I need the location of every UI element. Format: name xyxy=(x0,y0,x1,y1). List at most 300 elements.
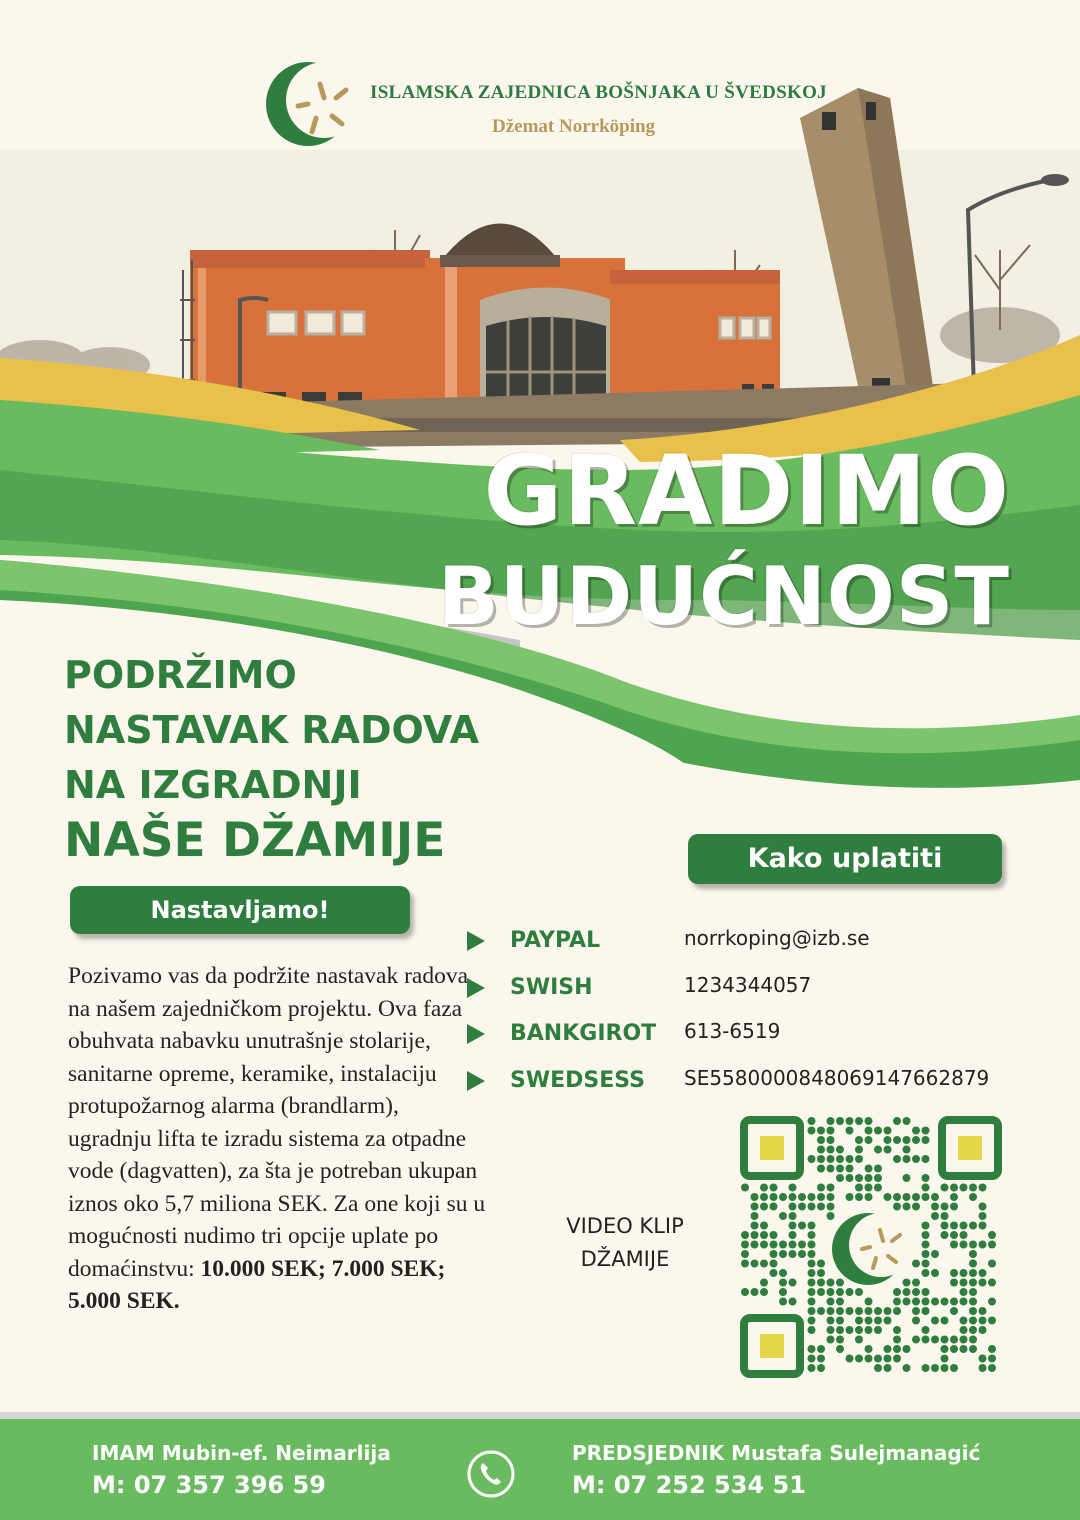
qr-dot xyxy=(836,1317,844,1325)
qr-dot xyxy=(760,1279,768,1287)
payment-label: SWISH xyxy=(510,974,593,1000)
qr-dot xyxy=(808,1260,816,1268)
qr-dot xyxy=(874,1127,882,1135)
qr-dot xyxy=(922,1136,930,1144)
qr-dot xyxy=(865,1165,873,1173)
qr-dot xyxy=(798,1250,806,1258)
qr-dot xyxy=(808,1155,816,1163)
qr-dot xyxy=(817,1345,825,1353)
qr-dot xyxy=(941,1212,949,1220)
qr-dot xyxy=(884,1364,892,1372)
qr-dot xyxy=(922,1127,930,1135)
qr-dot xyxy=(808,1241,816,1249)
qr-dot xyxy=(827,1184,835,1192)
qr-dot xyxy=(846,1288,854,1296)
qr-dot xyxy=(808,1127,816,1135)
qr-dot xyxy=(912,1203,920,1211)
qr-dot xyxy=(969,1317,977,1325)
qr-dot xyxy=(979,1222,987,1230)
qr-dot xyxy=(808,1269,816,1277)
qr-dot xyxy=(874,1165,882,1173)
qr-dot xyxy=(950,1364,958,1372)
qr-dot xyxy=(922,1364,930,1372)
qr-dot xyxy=(865,1345,873,1353)
qr-dot xyxy=(770,1250,778,1258)
qr-dot xyxy=(969,1269,977,1277)
qr-dot xyxy=(969,1288,977,1296)
qr-dot xyxy=(751,1222,759,1230)
qr-dot xyxy=(789,1298,797,1306)
qr-dot xyxy=(808,1222,816,1230)
qr-dot xyxy=(865,1317,873,1325)
qr-dot xyxy=(817,1260,825,1268)
organization-name: ISLAMSKA ZAJEDNICA BOŠNJAKA U ŠVEDSKOJ xyxy=(370,82,827,103)
qr-dot xyxy=(912,1317,920,1325)
qr-finder-top-right xyxy=(942,1120,998,1176)
qr-dot xyxy=(846,1117,854,1125)
qr-dot xyxy=(912,1155,920,1163)
qr-dot xyxy=(779,1279,787,1287)
qr-dot xyxy=(760,1288,768,1296)
qr-dot xyxy=(770,1193,778,1201)
payment-list xyxy=(462,920,1062,1106)
qr-dot xyxy=(960,1317,968,1325)
qr-dot xyxy=(941,1364,949,1372)
qr-dot xyxy=(884,1355,892,1363)
qr-dot xyxy=(941,1222,949,1230)
qr-dot xyxy=(912,1307,920,1315)
qr-dot xyxy=(874,1307,882,1315)
qr-dot xyxy=(922,1307,930,1315)
qr-dot xyxy=(836,1146,844,1154)
qr-dot xyxy=(884,1136,892,1144)
qr-dot xyxy=(988,1345,996,1353)
payment-value: 613-6519 xyxy=(684,1019,781,1043)
qr-dot xyxy=(846,1155,854,1163)
qr-dot xyxy=(770,1260,778,1268)
qr-finder-bottom-left xyxy=(744,1318,800,1374)
qr-dot xyxy=(903,1364,911,1372)
qr-dot xyxy=(741,1231,749,1239)
qr-dot xyxy=(779,1241,787,1249)
qr-dot xyxy=(770,1184,778,1192)
qr-dot xyxy=(893,1326,901,1334)
qr-dot xyxy=(922,1269,930,1277)
qr-dot xyxy=(893,1355,901,1363)
qr-dot xyxy=(893,1155,901,1163)
qr-dot xyxy=(741,1184,749,1192)
qr-dot xyxy=(969,1260,977,1268)
qr-dot xyxy=(808,1345,816,1353)
qr-dot xyxy=(969,1345,977,1353)
qr-dot xyxy=(893,1288,901,1296)
qr-dot xyxy=(884,1146,892,1154)
qr-dot xyxy=(779,1288,787,1296)
qr-dot xyxy=(836,1155,844,1163)
payment-label: SWEDSESS xyxy=(510,1067,645,1093)
qr-dot xyxy=(751,1288,759,1296)
qr-dot xyxy=(779,1298,787,1306)
qr-dot xyxy=(950,1203,958,1211)
qr-dot xyxy=(836,1288,844,1296)
imam-name: IMAM Mubin-ef. Neimarlija xyxy=(92,1441,391,1465)
qr-dot xyxy=(789,1222,797,1230)
qr-dot xyxy=(770,1241,778,1249)
qr-dot xyxy=(950,1336,958,1344)
qr-dot xyxy=(960,1326,968,1334)
qr-dot xyxy=(827,1203,835,1211)
qr-dot xyxy=(808,1117,816,1125)
qr-dot xyxy=(950,1222,958,1230)
qr-dot xyxy=(912,1279,920,1287)
qr-dot xyxy=(969,1193,977,1201)
qr-dot xyxy=(960,1336,968,1344)
qr-dot xyxy=(950,1345,958,1353)
qr-dot xyxy=(874,1355,882,1363)
qr-dot xyxy=(931,1336,939,1344)
qr-dot xyxy=(760,1260,768,1268)
qr-dot xyxy=(960,1184,968,1192)
qr-finder-top-left xyxy=(744,1120,800,1176)
payment-row-swedsess xyxy=(462,1060,1062,1107)
qr-dot xyxy=(988,1279,996,1287)
qr-dot xyxy=(941,1203,949,1211)
qr-dot xyxy=(827,1279,835,1287)
qr-dot xyxy=(931,1364,939,1372)
qr-dot xyxy=(865,1355,873,1363)
qr-dot xyxy=(912,1260,920,1268)
qr-dot xyxy=(817,1184,825,1192)
qr-dot xyxy=(817,1288,825,1296)
qr-dot xyxy=(874,1364,882,1372)
qr-dot xyxy=(846,1193,854,1201)
qr-dot xyxy=(969,1241,977,1249)
crescent-logo-icon xyxy=(262,58,354,150)
qr-dot xyxy=(979,1241,987,1249)
qr-dot xyxy=(950,1269,958,1277)
qr-dot xyxy=(846,1165,854,1173)
qr-dot xyxy=(941,1355,949,1363)
qr-dot xyxy=(827,1155,835,1163)
qr-dot xyxy=(960,1288,968,1296)
qr-dot xyxy=(855,1146,863,1154)
qr-dot xyxy=(789,1193,797,1201)
qr-dot xyxy=(893,1336,901,1344)
qr-dot xyxy=(988,1355,996,1363)
qr-dot xyxy=(950,1279,958,1287)
qr-dot xyxy=(836,1345,844,1353)
subheadline xyxy=(64,648,479,868)
qr-dot xyxy=(865,1193,873,1201)
qr-dot xyxy=(751,1260,759,1268)
qr-dot xyxy=(941,1231,949,1239)
qr-dot xyxy=(817,1165,825,1173)
qr-dot xyxy=(903,1174,911,1182)
qr-dot xyxy=(903,1203,911,1211)
qr-dot xyxy=(808,1193,816,1201)
qr-dot xyxy=(941,1298,949,1306)
qr-dot xyxy=(827,1117,835,1125)
arrow-icon xyxy=(467,931,485,951)
qr-dot xyxy=(922,1241,930,1249)
qr-dot xyxy=(960,1231,968,1239)
qr-dot xyxy=(865,1127,873,1135)
qr-dot xyxy=(817,1364,825,1372)
qr-dot xyxy=(798,1222,806,1230)
qr-dot xyxy=(931,1193,939,1201)
qr-dot xyxy=(836,1326,844,1334)
qr-dot xyxy=(817,1203,825,1211)
qr-dot xyxy=(912,1136,920,1144)
qr-dot xyxy=(903,1345,911,1353)
qr-dot xyxy=(817,1193,825,1201)
qr-dot xyxy=(789,1203,797,1211)
qr-dot xyxy=(760,1222,768,1230)
qr-dot xyxy=(836,1336,844,1344)
qr-dot xyxy=(855,1184,863,1192)
qr-dot xyxy=(741,1241,749,1249)
qr-dot xyxy=(865,1184,873,1192)
qr-dot xyxy=(922,1174,930,1182)
qr-dot xyxy=(855,1288,863,1296)
qr-dot xyxy=(922,1193,930,1201)
qr-dot xyxy=(808,1364,816,1372)
qr-dot xyxy=(922,1326,930,1334)
payment-row-swish xyxy=(462,967,1062,1014)
qr-dot xyxy=(827,1146,835,1154)
qr-dot xyxy=(827,1307,835,1315)
qr-code-icon[interactable] xyxy=(740,1116,1002,1378)
qr-dot xyxy=(969,1184,977,1192)
qr-dot xyxy=(960,1298,968,1306)
qr-dot xyxy=(789,1279,797,1287)
qr-dot xyxy=(817,1279,825,1287)
qr-dot xyxy=(808,1298,816,1306)
qr-dot xyxy=(950,1307,958,1315)
qr-dot xyxy=(855,1155,863,1163)
qr-dot xyxy=(855,1317,863,1325)
qr-dot xyxy=(922,1336,930,1344)
qr-dot xyxy=(836,1165,844,1173)
continue-banner: Nastavljamo! xyxy=(70,886,410,934)
arrow-icon xyxy=(467,978,485,998)
qr-dot xyxy=(903,1193,911,1201)
qr-dot xyxy=(827,1165,835,1173)
qr-dot xyxy=(789,1231,797,1239)
qr-dot xyxy=(817,1355,825,1363)
qr-dot xyxy=(846,1174,854,1182)
payment-amounts: 10.000 SEK; 7.000 SEK; 5.000 SEK. xyxy=(68,1255,446,1314)
description-paragraph: Pozivamo vas da podržite nastavak radova na našem zajedničkom projektu. Ova faza obuhvata nabavku unutrašnje stolarije, sanitarne opreme, keramike, instalaciju protupožarnog alarma (brandlarm), ugradnju lifta te izradu sistema za otpadne vode (dagvatten), za šta je potreban ukupan iznos oko 5,7 miliona SEK. Za one koji su u mogućnosti nudimo tri opcije uplate po domaćinstvu: xyxy=(68,963,486,1282)
imam-phone[interactable]: M: 07 357 396 59 xyxy=(92,1471,326,1499)
qr-dot xyxy=(922,1222,930,1230)
qr-dot xyxy=(808,1355,816,1363)
qr-dot xyxy=(969,1307,977,1315)
qr-dot xyxy=(988,1364,996,1372)
qr-dot xyxy=(893,1117,901,1125)
payment-row-bankgirot xyxy=(462,1013,1062,1060)
president-phone[interactable]: M: 07 252 534 51 xyxy=(572,1471,806,1499)
qr-dot xyxy=(893,1298,901,1306)
qr-dot xyxy=(827,1298,835,1306)
qr-dot xyxy=(941,1336,949,1344)
payment-value: 1234344057 xyxy=(684,972,812,997)
qr-dot xyxy=(760,1184,768,1192)
qr-dot xyxy=(846,1127,854,1135)
qr-dot xyxy=(827,1336,835,1344)
qr-dot xyxy=(931,1317,939,1325)
qr-dot xyxy=(808,1250,816,1258)
qr-dot xyxy=(817,1146,825,1154)
subheadline-line-4: NAŠE DŽAMIJE xyxy=(64,813,446,868)
qr-dot xyxy=(969,1279,977,1287)
qr-dot xyxy=(770,1269,778,1277)
qr-dot xyxy=(969,1222,977,1230)
qr-dot xyxy=(741,1288,749,1296)
qr-dot xyxy=(884,1307,892,1315)
qr-dot xyxy=(817,1307,825,1315)
qr-dot xyxy=(836,1298,844,1306)
qr-dot xyxy=(865,1298,873,1306)
qr-dot xyxy=(874,1146,882,1154)
qr-dot xyxy=(950,1298,958,1306)
qr-dot xyxy=(950,1231,958,1239)
qr-dot xyxy=(855,1355,863,1363)
qr-dot xyxy=(931,1203,939,1211)
qr-dot xyxy=(865,1117,873,1125)
headline-line-1: GRADIMO xyxy=(483,435,1010,547)
payment-label: BANKGIROT xyxy=(510,1021,657,1046)
qr-dot xyxy=(960,1279,968,1287)
qr-dot xyxy=(846,1307,854,1315)
qr-dot xyxy=(827,1136,835,1144)
qr-dot xyxy=(903,1146,911,1154)
qr-dot xyxy=(817,1155,825,1163)
qr-dot xyxy=(846,1326,854,1334)
qr-dot xyxy=(865,1307,873,1315)
payment-label: PAYPAL xyxy=(510,928,601,953)
qr-dot xyxy=(941,1317,949,1325)
qr-dot xyxy=(789,1184,797,1192)
qr-dot xyxy=(855,1193,863,1201)
qr-dot xyxy=(931,1298,939,1306)
qr-dot xyxy=(779,1250,787,1258)
phone-icon xyxy=(466,1449,516,1499)
qr-dot xyxy=(988,1260,996,1268)
qr-dot xyxy=(893,1136,901,1144)
qr-dot xyxy=(770,1203,778,1211)
qr-dot xyxy=(979,1279,987,1287)
qr-dot xyxy=(960,1222,968,1230)
qr-dot xyxy=(865,1174,873,1182)
qr-dot xyxy=(874,1326,882,1334)
qr-dot xyxy=(865,1136,873,1144)
qr-dot xyxy=(884,1127,892,1135)
qr-dot xyxy=(903,1117,911,1125)
qr-dot xyxy=(817,1127,825,1135)
qr-dot xyxy=(770,1231,778,1239)
qr-dot xyxy=(903,1279,911,1287)
qr-dot xyxy=(827,1317,835,1325)
arrow-icon xyxy=(467,1071,485,1091)
qr-dot xyxy=(741,1260,749,1268)
qr-dot xyxy=(950,1193,958,1201)
qr-dot xyxy=(808,1231,816,1239)
qr-dot xyxy=(760,1241,768,1249)
qr-dot xyxy=(903,1136,911,1144)
footer-contacts xyxy=(0,1412,1080,1520)
qr-dot xyxy=(969,1250,977,1258)
qr-dot xyxy=(979,1212,987,1220)
qr-dot xyxy=(741,1250,749,1258)
qr-dot xyxy=(969,1336,977,1344)
arrow-icon xyxy=(467,1024,485,1044)
qr-dot xyxy=(988,1241,996,1249)
qr-dot xyxy=(950,1241,958,1249)
qr-dot xyxy=(827,1212,835,1220)
qr-dot xyxy=(893,1345,901,1353)
qr-dot xyxy=(808,1203,816,1211)
qr-dot xyxy=(874,1317,882,1325)
qr-dot xyxy=(808,1326,816,1334)
qr-dot xyxy=(760,1231,768,1239)
qr-dot xyxy=(979,1355,987,1363)
qr-dot xyxy=(884,1345,892,1353)
qr-dot xyxy=(865,1326,873,1334)
qr-dot xyxy=(960,1269,968,1277)
qr-dot xyxy=(751,1212,759,1220)
qr-dot xyxy=(903,1155,911,1163)
qr-dot xyxy=(798,1193,806,1201)
qr-dot xyxy=(827,1326,835,1334)
qr-dot xyxy=(808,1317,816,1325)
qr-dot xyxy=(751,1193,759,1201)
qr-dot xyxy=(922,1260,930,1268)
qr-dot xyxy=(950,1184,958,1192)
qr-dot xyxy=(979,1317,987,1325)
president-name: PREDSJEDNIK Mustafa Sulejmanagić xyxy=(572,1441,981,1465)
qr-dot xyxy=(903,1298,911,1306)
qr-dot xyxy=(922,1250,930,1258)
qr-dot xyxy=(817,1269,825,1277)
headline-line-2: BUDUĆNOST xyxy=(437,550,1010,643)
qr-dot xyxy=(922,1155,930,1163)
qr-dot xyxy=(988,1298,996,1306)
payment-row-paypal xyxy=(462,920,1062,967)
payment-value: norrkoping@izb.se xyxy=(684,926,870,950)
qr-dot xyxy=(817,1136,825,1144)
qr-dot xyxy=(779,1193,787,1201)
qr-dot xyxy=(931,1250,939,1258)
qr-dot xyxy=(789,1250,797,1258)
how-to-pay-banner: Kako uplatiti xyxy=(688,834,1002,884)
subheadline-line-1: PODRŽIMO xyxy=(64,653,297,697)
qr-dot xyxy=(931,1212,939,1220)
qr-dot xyxy=(760,1203,768,1211)
qr-dot xyxy=(855,1136,863,1144)
qr-dot xyxy=(912,1336,920,1344)
qr-dot xyxy=(808,1307,816,1315)
qr-dot xyxy=(988,1231,996,1239)
organization-subtitle: Džemat Norrköping xyxy=(492,116,656,137)
qr-dot xyxy=(884,1317,892,1325)
qr-dot xyxy=(751,1231,759,1239)
qr-dot xyxy=(960,1241,968,1249)
qr-dot xyxy=(912,1288,920,1296)
qr-dot xyxy=(760,1193,768,1201)
qr-dot xyxy=(931,1269,939,1277)
qr-dot xyxy=(808,1279,816,1287)
